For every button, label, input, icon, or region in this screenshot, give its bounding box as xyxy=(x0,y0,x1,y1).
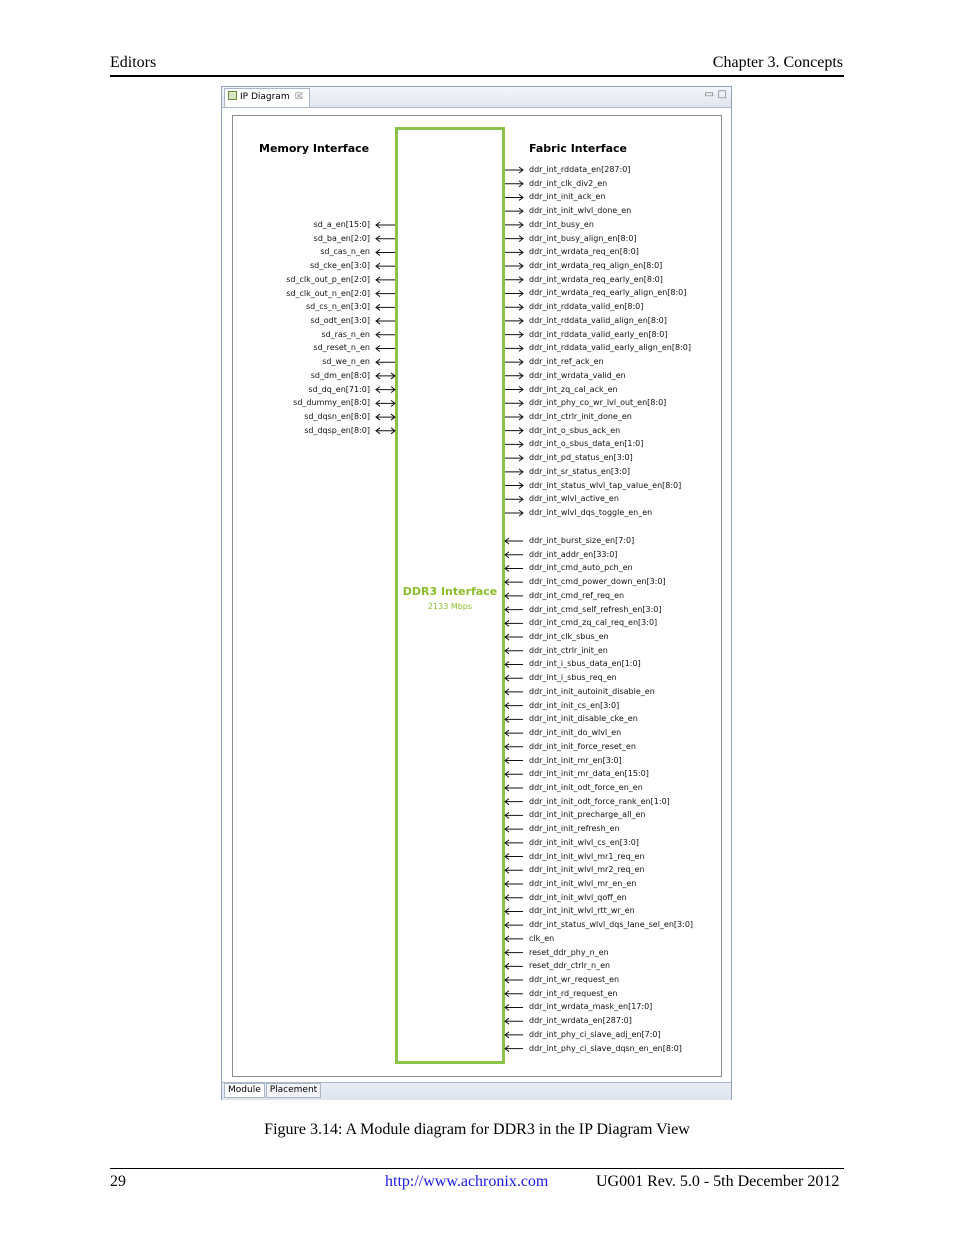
pin-label: sd_cas_n_en xyxy=(320,247,370,257)
pin-label: ddr_int_i_sbus_req_en xyxy=(529,673,617,683)
figure-caption: Figure 3.14: A Module diagram for DDR3 in the IP Diagram View xyxy=(264,1121,690,1138)
pin-label: ddr_int_status_wlvl_tap_value_en[8:0] xyxy=(529,480,682,490)
pin-label: ddr_int_rddata_valid_en[8:0] xyxy=(529,302,644,312)
pin-label: sd_dqsn_en[8:0] xyxy=(304,412,370,422)
pin-label: ddr_int_cmd_ref_req_en xyxy=(529,590,625,600)
pin-label: sd_dq_en[71:0] xyxy=(308,384,370,394)
ip-diagram-window xyxy=(221,86,732,1100)
view-tab-bar xyxy=(222,87,731,108)
page-number: 29 xyxy=(110,1173,126,1190)
running-header-section: Editors xyxy=(110,54,157,71)
pin-label: ddr_int_init_refresh_en xyxy=(529,824,620,834)
pin-label: ddr_int_cmd_power_down_en[3:0] xyxy=(529,577,666,587)
ip-diagram-icon xyxy=(228,91,237,100)
pin-label: ddr_int_cmd_auto_pch_en xyxy=(529,563,633,573)
pin-label: ddr_int_init_disable_cke_en xyxy=(529,714,638,724)
pin-label: reset_ddr_phy_n_en xyxy=(529,947,609,957)
pin-label: ddr_int_rddata_en[287:0] xyxy=(529,165,631,174)
pin-label: sd_ba_en[2:0] xyxy=(313,233,370,243)
pin-label: ddr_int_busy_en xyxy=(529,219,594,229)
pin-label: sd_odt_en[3:0] xyxy=(310,316,370,326)
pin-label: ddr_int_init_cs_en[3:0] xyxy=(529,700,620,710)
pin-label: ddr_int_wrdata_valid_en xyxy=(529,370,626,380)
pin-label: sd_cs_n_en[3:0] xyxy=(306,302,370,312)
pin-label: ddr_int_init_do_wlvl_en xyxy=(529,728,622,738)
pin-label: ddr_int_init_wlvl_rtt_wr_en xyxy=(529,906,635,916)
footer-rule xyxy=(110,1168,844,1169)
tab-module[interactable]: Module xyxy=(224,1083,265,1098)
pin-label: sd_reset_n_en xyxy=(313,343,370,353)
pin-label: sd_cke_en[3:0] xyxy=(309,261,370,271)
pin-label: clk_en xyxy=(529,933,555,943)
pin-label: ddr_int_wlvl_active_en xyxy=(529,494,619,504)
pin-label: sd_dqsp_en[8:0] xyxy=(304,425,370,435)
pin-label: ddr_int_i_sbus_data_en[1:0] xyxy=(529,659,641,669)
pin-label: ddr_int_phy_ci_slave_adj_en[7:0] xyxy=(529,1029,661,1039)
pin-label: ddr_int_ctrlr_init_en xyxy=(529,645,608,655)
pin-label: ddr_int_wlvl_dqs_toggle_en_en xyxy=(529,508,653,517)
pin-label: ddr_int_wrdata_req_early_en[8:0] xyxy=(529,274,663,284)
pin-label: ddr_int_init_wlvl_done_en xyxy=(529,206,632,216)
pin-label: ddr_int_init_mr_en[3:0] xyxy=(529,755,622,765)
maximize-icon[interactable]: □ xyxy=(717,89,727,100)
ddr3-interface-block[interactable] xyxy=(395,127,505,1064)
pin-label: ddr_int_rddata_valid_align_en[8:0] xyxy=(529,315,667,325)
fabric-interface-title: Fabric Interface xyxy=(529,142,627,155)
pin-label: ddr_int_wrdata_en[287:0] xyxy=(529,1016,632,1026)
pin-label: ddr_int_o_sbus_ack_en xyxy=(529,425,621,435)
minimize-icon[interactable]: ▭ xyxy=(704,89,714,100)
pin-label: ddr_int_ref_ack_en xyxy=(529,357,604,367)
pin-label: ddr_int_init_wlvl_mr1_req_en xyxy=(529,851,645,861)
pin-label: sd_ras_n_en xyxy=(321,329,370,339)
pin-label: ddr_int_sr_status_en[3:0] xyxy=(529,466,631,476)
tab-placement[interactable]: Placement xyxy=(266,1083,321,1098)
pin-label: ddr_int_init_odt_force_rank_en[1:0] xyxy=(529,796,670,806)
pin-label: sd_dummy_en[8:0] xyxy=(293,398,370,408)
pin-label: ddr_int_phy_ci_slave_dqsn_en_en[8:0] xyxy=(529,1043,682,1053)
pin-label: ddr_int_init_precharge_all_en xyxy=(529,810,646,820)
pin-label: ddr_int_wrdata_req_align_en[8:0] xyxy=(529,261,663,271)
pin-label: ddr_int_cmd_self_refresh_en[3:0] xyxy=(529,604,662,614)
pin-label: ddr_int_init_autoinit_disable_en xyxy=(529,686,655,696)
pin-label: ddr_int_busy_align_en[8:0] xyxy=(529,233,637,243)
pin-label: ddr_int_wrdata_req_en[8:0] xyxy=(529,247,639,257)
pin-label: ddr_int_rddata_valid_early_align_en[8:0] xyxy=(529,343,691,353)
pin-label: ddr_int_o_sbus_data_en[1:0] xyxy=(529,439,644,449)
pin-label: ddr_int_init_ack_en xyxy=(529,192,606,202)
editor-bottom-tabs xyxy=(224,1083,322,1098)
pin-label: ddr_int_clk_div2_en xyxy=(529,178,608,188)
close-icon[interactable]: ☒ xyxy=(294,92,303,102)
pin-label: ddr_int_phy_co_wr_lvl_out_en[8:0] xyxy=(529,398,667,408)
pin-label: ddr_int_cmd_zq_cal_req_en[3:0] xyxy=(529,618,658,628)
block-title: DDR3 Interface xyxy=(402,585,498,598)
pin-label: ddr_int_clk_sbus_en xyxy=(529,632,609,642)
pin-label: ddr_int_burst_size_en[7:0] xyxy=(529,536,635,545)
pin-label: sd_clk_out_p_en[2:0] xyxy=(286,274,370,284)
memory-interface-title: Memory Interface xyxy=(259,142,370,155)
tab-ip-diagram[interactable] xyxy=(224,88,310,107)
pin-label: ddr_int_rd_request_en xyxy=(529,988,618,998)
pin-label: ddr_int_addr_en[33:0] xyxy=(529,549,618,559)
pin-label: ddr_int_init_wlvl_mr_en_en xyxy=(529,879,637,888)
header-rule xyxy=(110,75,844,77)
pin-label: ddr_int_init_wlvl_cs_en[3:0] xyxy=(529,837,639,847)
pin-label: ddr_int_wrdata_mask_en[17:0] xyxy=(529,1002,653,1012)
pin-label: sd_we_n_en xyxy=(322,357,370,367)
pin-label: ddr_int_status_wlvl_dqs_lane_sel_en[3:0] xyxy=(529,920,694,930)
pin-label: ddr_int_zq_cal_ack_en xyxy=(529,384,618,394)
tab-ip-diagram-label: IP Diagram xyxy=(240,92,290,102)
pin-label: ddr_int_init_wlvl_qoff_en xyxy=(529,892,627,902)
pin-label: sd_a_en[15:0] xyxy=(313,220,370,229)
pin-label: ddr_int_init_wlvl_mr2_req_en xyxy=(529,865,645,875)
pin-label: ddr_int_rddata_valid_early_en[8:0] xyxy=(529,329,668,339)
footer-link[interactable]: http://www.achronix.com xyxy=(385,1173,549,1190)
pin-label: ddr_int_init_force_reset_en xyxy=(529,741,636,751)
pin-label: reset_ddr_ctrlr_n_en xyxy=(529,961,611,971)
pin-label: ddr_int_wr_request_en xyxy=(529,975,620,985)
block-subtitle: 2133 Mbps xyxy=(427,602,473,611)
pin-label: ddr_int_pd_status_en[3:0] xyxy=(529,453,633,463)
pin-label: sd_dm_en[8:0] xyxy=(310,370,370,380)
pin-label: ddr_int_init_odt_force_en_en xyxy=(529,782,643,792)
pin-label: ddr_int_ctrlr_init_done_en xyxy=(529,411,632,421)
pin-label: sd_clk_out_n_en[2:0] xyxy=(286,288,370,298)
running-header-chapter: Chapter 3. Concepts xyxy=(712,54,843,71)
pin-label: ddr_int_wrdata_req_early_align_en[8:0] xyxy=(529,288,687,298)
pin-label: ddr_int_init_mr_data_en[15:0] xyxy=(529,769,649,779)
document-revision: UG001 Rev. 5.0 - 5th December 2012 xyxy=(596,1173,840,1190)
